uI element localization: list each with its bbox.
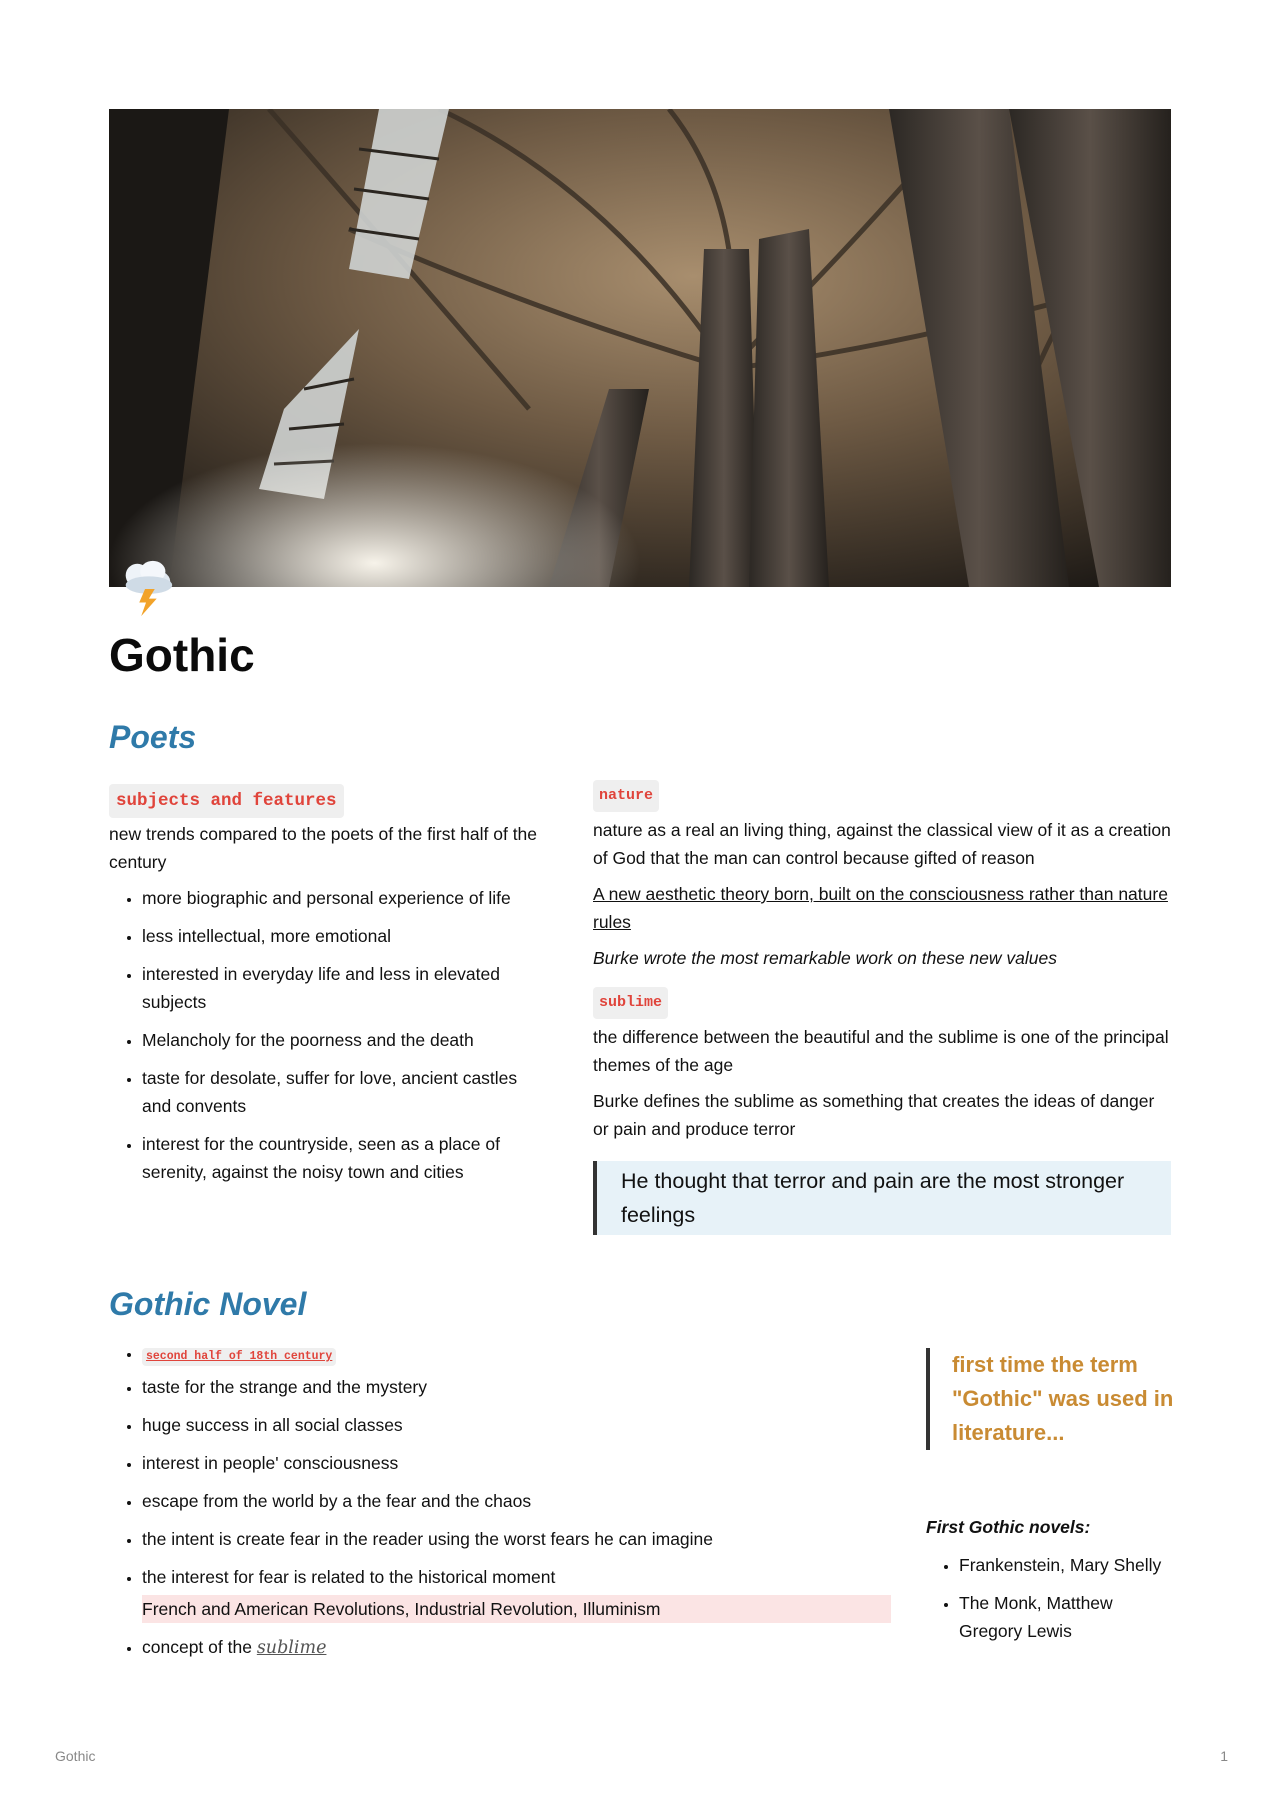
- footer-title: Gothic: [55, 1748, 96, 1764]
- inline-code-subjects: subjects and features: [109, 784, 344, 818]
- poets-right-column: [593, 779, 1171, 1235]
- page-title: Gothic: [109, 629, 255, 681]
- list-item: • interest in people' consciousness: [142, 1449, 891, 1477]
- list-item: [142, 1339, 891, 1367]
- list-item: • the intent is create fear in the reader using the worst fears he can imagine: [142, 1525, 891, 1553]
- list-item: • less intellectual, more emotional: [142, 922, 539, 950]
- list-item: • the interest for fear is related to the historical moment: [142, 1563, 891, 1591]
- quote-terror: He thought that terror and pain are the most stronger feelings: [593, 1161, 1171, 1235]
- nature-underlined-text: A new aesthetic theory born, built on the consciousness rather than nature rules: [593, 884, 1168, 932]
- list-item: • Melancholy for the poorness and the death: [142, 1026, 539, 1054]
- list-item: • The Monk, Matthew Gregory Lewis: [959, 1589, 1176, 1645]
- list-item: [142, 1633, 891, 1662]
- list-item: • Frankenstein, Mary Shelly: [959, 1551, 1176, 1579]
- section-heading-poets: Poets: [109, 719, 197, 755]
- list-item: • huge success in all social classes: [142, 1411, 891, 1439]
- novel-left-column: [109, 1339, 891, 1672]
- sublime-text-1: the difference between the beautiful and the sublime is one of the principal themes of the age: [593, 1027, 1169, 1075]
- list-item: • interested in everyday life and less in elevated subjects: [142, 960, 539, 1016]
- quote-gothic-term: first time the term "Gothic" was used in literature...: [926, 1348, 1182, 1450]
- poets-left-column: [109, 784, 539, 1196]
- sublime-text-2: Burke defines the sublime as something that creates the ideas of danger or pain and produce terror: [593, 1091, 1155, 1139]
- cathedral-vault-illustration: [109, 109, 1171, 587]
- first-novels-label: First Gothic novels:: [926, 1517, 1091, 1537]
- cloud-lightning-icon[interactable]: [116, 556, 178, 618]
- sublime-concept-prefix: concept of the: [142, 1637, 252, 1657]
- section-heading-gothic-novel: Gothic Novel: [109, 1286, 307, 1322]
- list-item: • taste for the strange and the mystery: [142, 1373, 891, 1401]
- inline-code-nature: nature: [593, 780, 659, 812]
- novel-features-list-tail: [109, 1633, 891, 1662]
- list-item: • interest for the countryside, seen as a place of serenity, against the noisy town and cities: [142, 1130, 539, 1186]
- poets-intro: new trends compared to the poets of the first half of the century: [109, 824, 538, 872]
- page-number: 1: [1220, 1748, 1228, 1764]
- historical-highlight: French and American Revolutions, Industrial Revolution, Illuminism: [142, 1595, 891, 1623]
- list-item: • more biographic and personal experience of life: [142, 884, 539, 912]
- list-item: • escape from the world by a the fear and the chaos: [142, 1487, 891, 1515]
- first-novels-column: [926, 1513, 1176, 1655]
- cover-image: [109, 109, 1171, 587]
- novel-features-list: [109, 1339, 891, 1591]
- nature-text: nature as a real an living thing, against the classical view of it as a creation of God that the man can control because gifted of reason: [593, 820, 1171, 868]
- inline-code-sublime: sublime: [593, 987, 668, 1019]
- first-novels-list: [926, 1551, 1176, 1645]
- list-item: • taste for desolate, suffer for love, ancient castles and convents: [142, 1064, 539, 1120]
- inline-code-century: second half of 18th century: [142, 1348, 336, 1366]
- sublime-math-link[interactable]: sublime: [256, 1638, 327, 1658]
- poets-features-list: [109, 884, 539, 1186]
- nature-italic-text: Burke wrote the most remarkable work on these new values: [593, 948, 1057, 968]
